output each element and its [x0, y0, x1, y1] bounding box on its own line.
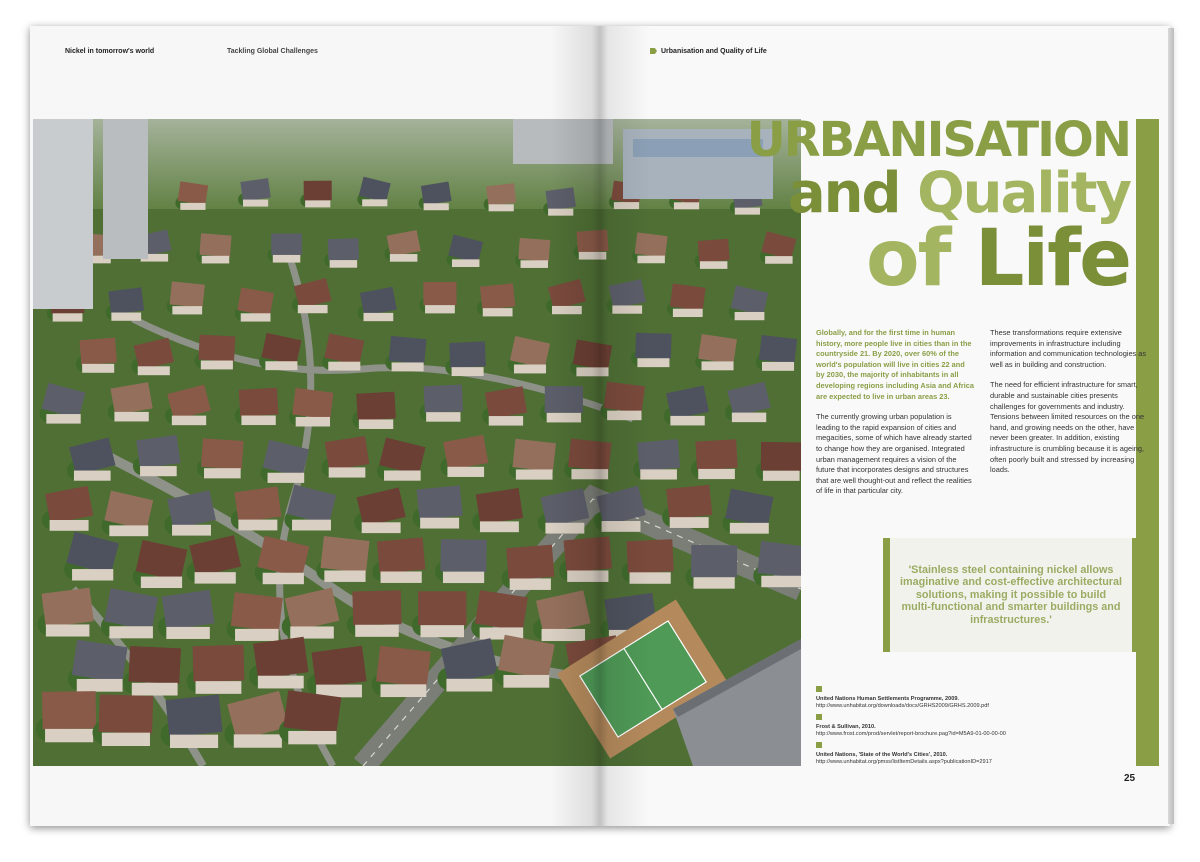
text-column-2: [990, 328, 1148, 486]
running-head-right-label: Urbanisation and Quality of Life: [661, 48, 767, 55]
reference-icon: [816, 714, 822, 720]
reference-link[interactable]: http://www.frost.com/prod/servlet/report-brochure.pag?id=M5A9-01-00-00-00: [816, 731, 1006, 737]
running-head-right: [650, 48, 767, 55]
running-head-left: Nickel in tomorrow's world: [65, 48, 155, 55]
body-paragraph: The need for efficient infrastructure for smart, durable and sustainable cities presents challenges for governments and industry. Tensions between limited resources on the one hand, and growing needs on the other, have never been greater. In addition, existing infrastructure is crumbling because it is ageing, often poorly built and stressed by increasing loads.: [990, 380, 1145, 475]
body-paragraph: The currently growing urban population is leading to the rapid expansion of cities and megacities, some of which have already started to change how they are organised. Integrated urban management requires a vision of the future that incorporates designs and structures that are well thought-out and reflect the realities of life in that particular city.: [816, 412, 972, 496]
reference-link[interactable]: http://www.unhabitat.org/pmss/listItemDetails.aspx?publicationID=2917: [816, 759, 992, 765]
reference-item: [816, 742, 1116, 766]
title-line-3: [747, 214, 1130, 304]
body-paragraph: These transformations require extensive improvements in infrastructure including information and communication technologies as well as in building and construction.: [990, 328, 1147, 369]
title-line-1: URBANISATION: [746, 112, 1130, 168]
page-edge: [1168, 28, 1174, 824]
reference-item: [816, 686, 1116, 710]
reference-link[interactable]: http://www.unhabitat.org/downloads/docs/GRHS2009/GRHS.2009.pdf: [816, 703, 989, 709]
title-word-life: Life: [974, 214, 1130, 304]
title-word-quality: Quality: [917, 161, 1130, 226]
references: [816, 686, 1116, 770]
reference-icon: [816, 686, 822, 692]
title-word-of: of: [866, 214, 950, 304]
arrow-marker-icon: [650, 48, 657, 54]
title-word-and: and: [787, 161, 900, 226]
reference-title: United Nations Human Settlements Programme, 2009.: [816, 696, 959, 702]
reference-title: Frost & Sullivan, 2010.: [816, 724, 876, 730]
pull-quote: 'Stainless steel containing nickel allows imaginative and cost-effective architectural solutions, making it possible to build multi-functional and smarter buildings and infrastructures.': [883, 538, 1139, 652]
article-title: [746, 112, 1130, 304]
reference-icon: [816, 742, 822, 748]
page-number: 25: [1124, 773, 1136, 784]
magazine-spread: [30, 26, 1170, 826]
lead-paragraph: Globally, and for the first time in human history, more people live in cities than in the countryside 21. By 2020, over 60% of the world's population will live in cities 22 and by 2030, the majority of inhabitants in all developing regions including Asia and Africa are expected to live in urban areas 23.: [816, 328, 974, 401]
reference-title: United Nations, 'State of the World's Cities', 2010.: [816, 752, 948, 758]
aerial-city-photo: [33, 119, 801, 766]
text-column-1: [816, 328, 974, 507]
reference-item: [816, 714, 1116, 738]
running-head-section: Tackling Global Challenges: [227, 48, 318, 55]
